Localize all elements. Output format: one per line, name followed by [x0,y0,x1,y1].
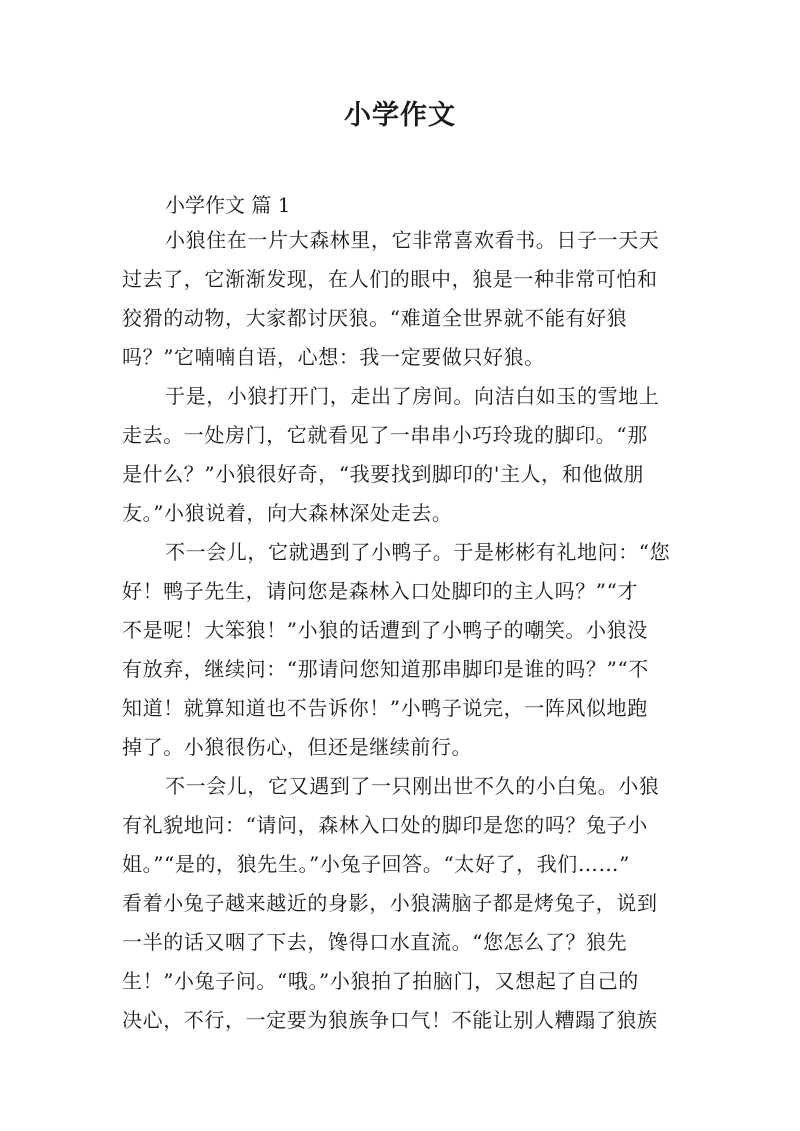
text-line: 有礼貌地问：“请问，森林入口处的脚印是您的吗？兔子小 [122,813,648,837]
text-line: 狡猾的动物，大家都讨厌狼。“难道全世界就不能有好狼 [122,306,628,330]
text-line: 不一会儿，它就遇到了小鸭子。于是彬彬有礼地问：“您 [165,540,671,564]
document-subtitle: 小学作文 篇 1 [165,193,291,217]
text-line: 不一会儿，它又遇到了一只刚出世不久的小白兔。小狼 [165,774,660,798]
text-line: 掉了。小狼很伤心，但还是继续前行。 [122,735,473,759]
text-line: 一半的话又咽了下去，馋得口水直流。“您怎么了？狼先 [122,930,628,954]
text-line: 友。”小狼说着，向大森林深处走去。 [122,501,453,525]
text-line: 有放弃，继续问：“那请问您知道那串脚印是谁的吗？”“不 [122,657,649,681]
text-line: 小狼住在一片大森林里，它非常喜欢看书。日子一天天 [165,228,660,252]
text-line: 决心，不行，一定要为狼族争口气！不能让别人糟蹋了狼族 [122,1008,658,1032]
text-line: 过去了，它渐渐发现，在人们的眼中，狼是一种非常可怕和 [122,267,658,291]
text-line: 不是呢！大笨狼！”小狼的话遭到了小鸭子的嘲笑。小狼没 [122,618,648,642]
document-title: 小学作文 [344,100,456,131]
document-body [122,221,682,1040]
text-line: 生！”小兔子问。“哦。”小狼拍了拍脑门，又想起了自己的 [122,969,639,993]
text-line: 是什么？”小狼很好奇，“我要找到脚印的'主人，和他做朋 [122,462,645,486]
text-line: 知道！就算知道也不告诉你！”小鸭子说完，一阵风似地跑 [122,696,648,720]
text-line: 好！鸭子先生，请问您是森林入口处脚印的主人吗？”“才 [122,579,639,603]
text-line: 看着小兔子越来越近的身影，小狼满脑子都是烤兔子，说到 [122,891,658,915]
text-line: 走去。一处房门，它就看见了一串串小巧玲珑的脚印。“那 [122,423,648,447]
text-line: 姐。”“是的，狼先生。”小兔子回答。“太好了，我们……” [122,852,630,876]
text-line: 于是，小狼打开门，走出了房间。向洁白如玉的雪地上 [165,384,660,408]
text-line: 吗？”它喃喃自语，心想：我一定要做只好狼。 [122,345,545,369]
